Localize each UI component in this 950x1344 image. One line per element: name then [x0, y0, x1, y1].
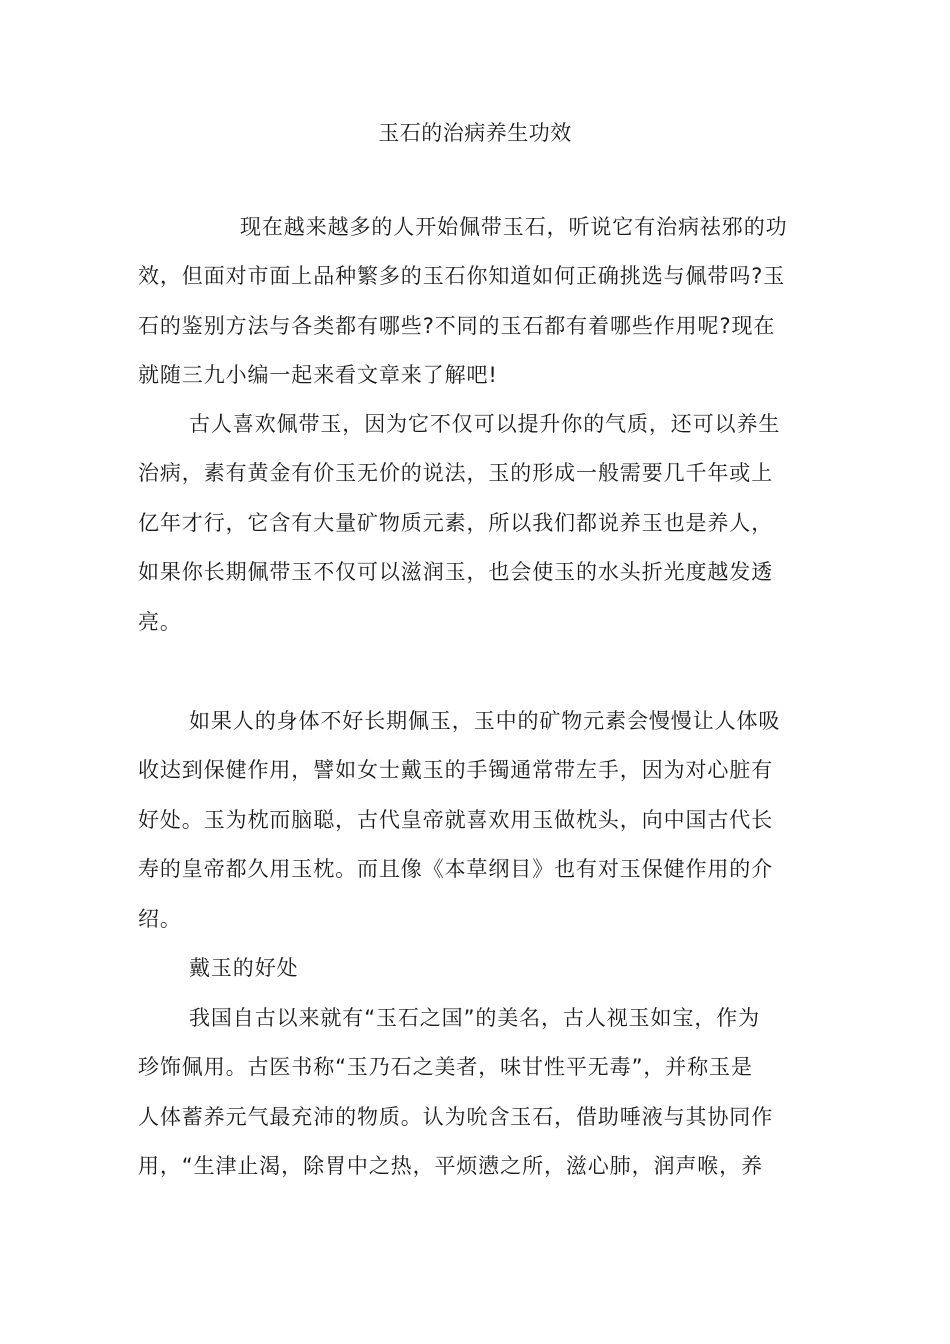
paragraph-health [138, 697, 800, 944]
paragraph-intro [138, 203, 800, 401]
paragraph-line: 古人喜欢佩带玉，因为它不仅可以提升你的气质，还可以养生 [189, 412, 781, 436]
paragraph-line: 效，但面对市面上品种繁多的玉石你知道如何正确挑选与佩带吗?玉 [138, 264, 786, 289]
paragraph-line: 治病，素有黄金有价玉无价的说法，玉的形成一般需要几千年或上 [138, 461, 774, 486]
paragraph-line: 亮。 [138, 609, 182, 634]
paragraph-line: 我国自古以来就有“玉石之国”的美名，古人视玉如宝，作为 [189, 1006, 761, 1030]
paragraph-line: 珍饰佩用。古医书称“玉乃石之美者，味甘性平无毒”，并称玉是 [138, 1055, 753, 1080]
paragraph-line: 人体蓄养元气最充沛的物质。认为吮含玉石，借助唾液与其协同作 [138, 1104, 774, 1129]
paragraph-line: 就随三九小编一起来看文章来了解吧! [138, 363, 498, 388]
document-title: 玉石的治病养生功效 [378, 121, 572, 145]
paragraph-line: 绍。 [138, 906, 182, 931]
paragraph-country-of-jade [138, 994, 800, 1192]
paragraph-line: 如果你长期佩带玉不仅可以滋润玉，也会使玉的水头折光度越发透 [138, 560, 774, 585]
paragraph-line: 收达到保健作用，譬如女士戴玉的手镯通常带左手，因为对心脏有 [138, 758, 774, 783]
paragraph-wearing-jade [138, 400, 800, 647]
paragraph-line: 寿的皇帝都久用玉枕。而且像《本草纲目》也有对玉保健作用的介 [138, 857, 774, 882]
paragraph-line: 石的鉴别方法与各类都有哪些?不同的玉石都有着哪些作用呢?现在 [138, 313, 776, 338]
paragraph-line: 亿年才行，它含有大量矿物质元素，所以我们都说养玉也是养人， [138, 510, 774, 535]
paragraph-line: 好处。玉为枕而脑聪，古代皇帝就喜欢用玉做枕头，向中国古代长 [138, 807, 774, 832]
section-heading [138, 944, 800, 993]
paragraph-line: 如果人的身体不好长期佩玉，玉中的矿物元素会慢慢让人体吸 [189, 709, 781, 733]
paragraph-line: 现在越来越多的人开始佩带玉石，听说它有治病祛邪的功 [240, 215, 788, 239]
section-heading-text: 戴玉的好处 [189, 956, 299, 980]
paragraph-line: 用，“生津止渴，除胃中之热，平烦懑之所，滋心肺，润声喉，养 [138, 1154, 763, 1179]
